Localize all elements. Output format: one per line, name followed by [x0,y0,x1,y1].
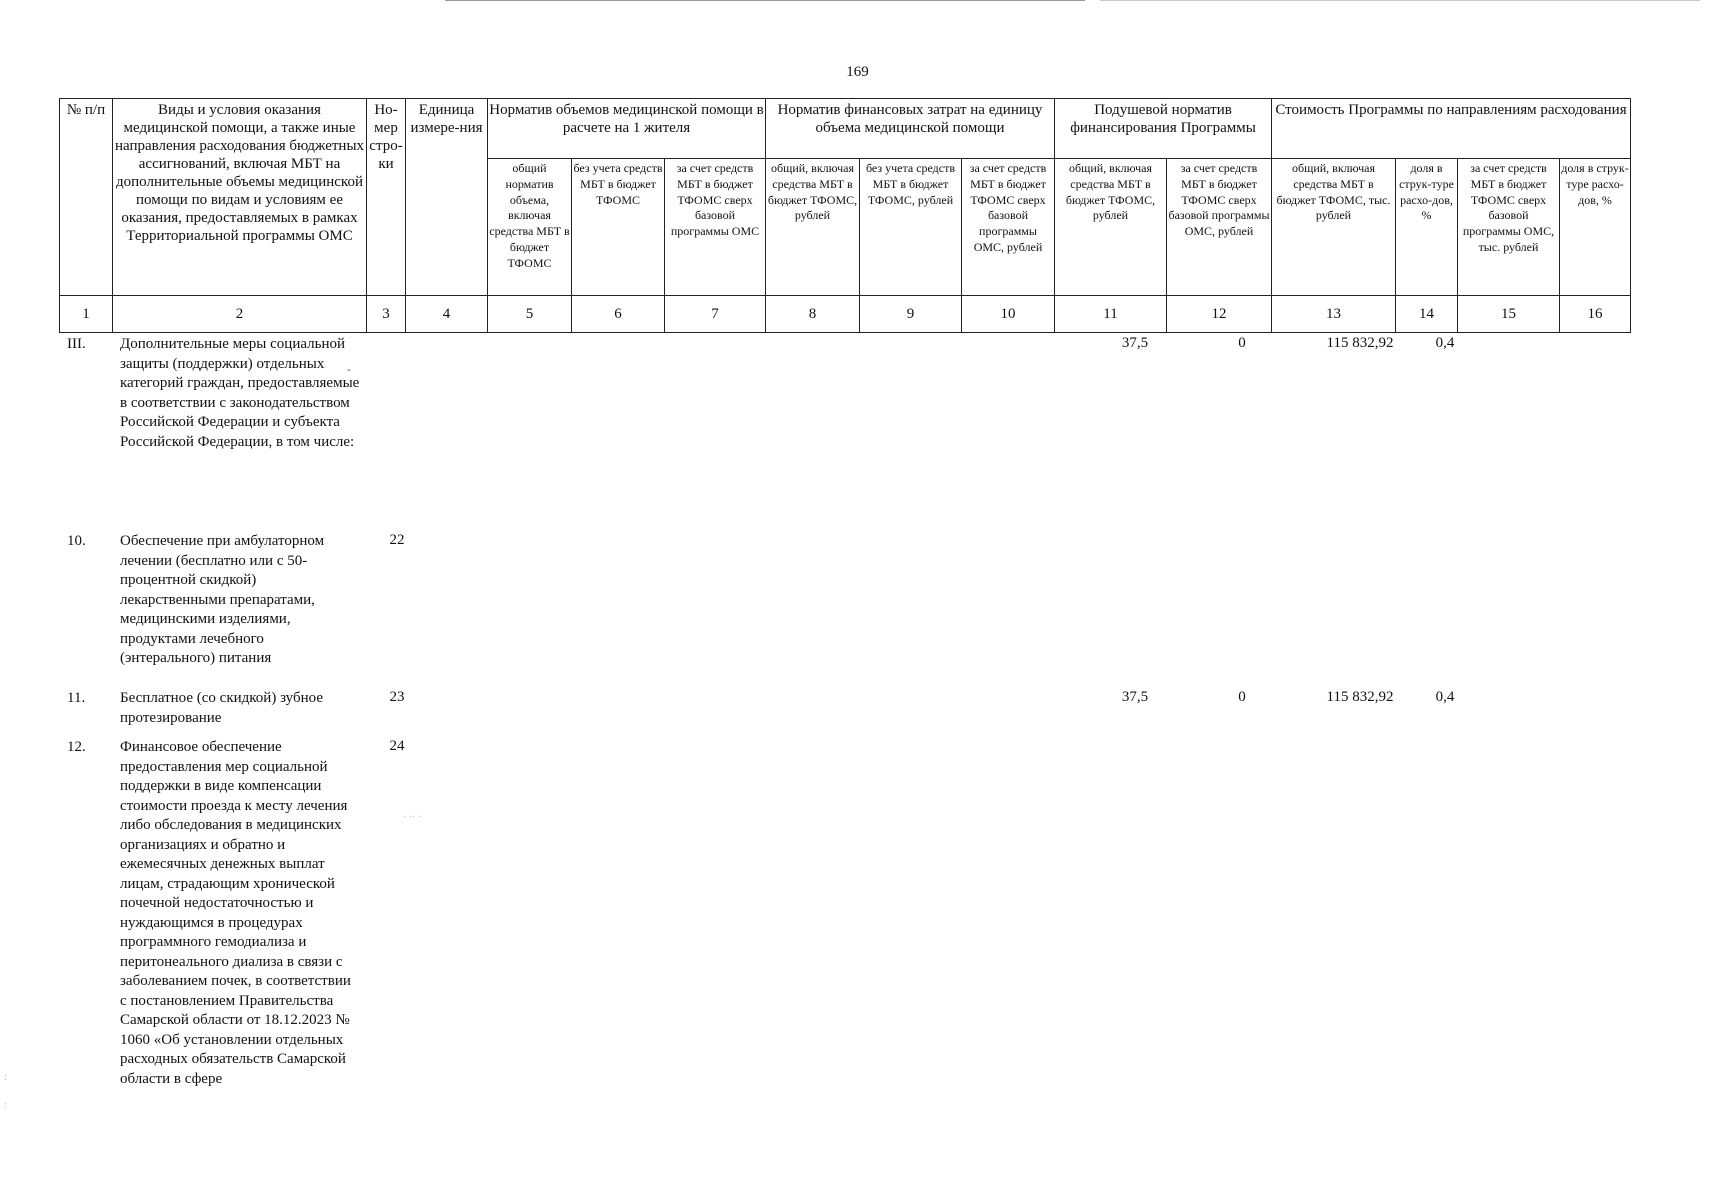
per-capita-mbt: 0 [1238,335,1246,351]
col-number: 12 [1167,296,1272,333]
scan-speck: : [4,1072,7,1083]
row-line-number: 24 [389,738,405,754]
header-col-9: без учета средств МБТ в бюджет ТФОМС, рублей [860,159,962,296]
col-number: 1 [60,296,113,333]
page-number: 169 [846,64,869,80]
row-number: III. [67,336,86,352]
header-unit: Единица измере-ния [406,99,488,296]
col-number: 2 [113,296,367,333]
row-number: 11. [67,690,86,706]
col-number: 10 [962,296,1055,333]
cost-total: 115 832,92 [1326,689,1394,705]
header-col-15: за счет средств МБТ в бюджет ТФОМС сверх базовой программы ОМС, тыс. рублей [1458,159,1560,296]
header-col-6: без учета средств МБТ в бюджет ТФОМС [572,159,665,296]
col-number: 7 [665,296,766,333]
col-number: 11 [1055,296,1167,333]
cost-share: 0,4 [1435,689,1455,705]
col-number: 9 [860,296,962,333]
row-description: Финансовое обеспечение предоставления мер социальной поддержки в виде компенсации стоимости проезда к месту лечения либо обследования в медицинских организациях и обратно и ежемесячных денежных выплат лицам, страдающим хронической почечной недостаточностью и нуждающимся в процедурах программного гемодиализа и перитонеального диализа в связи с заболеванием почек, в соответствии с постановлением Правительства Самарской области от 18.12.2023 № 1060 «Об установлении отдельных расходных обязательств Самарской области в сфере [120,739,351,1087]
header-col-10: за счет средств МБТ в бюджет ТФОМС сверх базовой программы ОМС, рублей [962,159,1055,296]
header-col-13: общий, включая средства МБТ в бюджет ТФОМС, тыс. рублей [1272,159,1396,296]
scan-speck: - [347,362,351,376]
header-line-no: Но-мер стро-ки [367,99,406,296]
header-col-16: доля в струк-туре расхо-дов, % [1560,159,1631,296]
cost-total: 115 832,92 [1326,335,1394,351]
scan-speck: : [4,1100,7,1111]
scan-top-line [445,0,1085,1]
row-description: Обеспечение при амбулаторном лечении (бесплатно или с 50-процентной скидкой) лекарственными препаратами, медицинскими изделиями, продуктами лечебного (энтерального) питания [120,533,325,666]
col-number: 5 [488,296,572,333]
header-care-type: Виды и условия оказания медицинской помощи, а также иные направления расходования бюджетных ассигнований, включая МБТ на дополнительные объемы медицинской помощи по видам и условиям ее оказания, предоставляемых в рамках Территориальной программы ОМС [113,99,367,296]
per-capita-total: 37,5 [1121,335,1149,351]
header-row-no: № п/п [60,99,113,296]
col-number: 15 [1458,296,1560,333]
col-number: 14 [1396,296,1458,333]
header-col-8: общий, включая средства МБТ в бюджет ТФОМС, рублей [766,159,860,296]
col-number: 13 [1272,296,1396,333]
col-number: 4 [406,296,488,333]
col-number: 3 [367,296,406,333]
table-header [59,98,1631,333]
row-description: Бесплатное (со скидкой) зубное протезирование [120,690,323,726]
col-number: 6 [572,296,665,333]
header-volume-norm: Норматив объемов медицинской помощи в расчете на 1 жителя [488,99,766,159]
header-program-cost: Стоимость Программы по направлениям расходования [1272,99,1631,159]
header-per-capita: Подушевой норматив финансирования Программы [1055,99,1272,159]
row-number: 12. [67,739,86,755]
col-number: 16 [1560,296,1631,333]
scan-speck: · ·· · [403,812,422,823]
per-capita-total: 37,5 [1121,689,1149,705]
header-col-7: за счет средств МБТ в бюджет ТФОМС сверх базовой программы ОМС [665,159,766,296]
row-description: Дополнительные меры социальной защиты (поддержки) отдельных категорий граждан, предоставляемые в соответствии с законодательством Российской Федерации и субъекта Российской Федерации, в том числе: [120,336,360,450]
scan-top-line-right [1100,0,1700,1]
header-col-14: доля в струк-туре расхо-дов, % [1396,159,1458,296]
row-line-number: 23 [389,689,405,705]
header-col-11: общий, включая средства МБТ в бюджет ТФОМС, рублей [1055,159,1167,296]
col-number: 8 [766,296,860,333]
per-capita-mbt: 0 [1238,689,1246,705]
header-col-12: за счет средств МБТ в бюджет ТФОМС сверх базовой программы ОМС, рублей [1167,159,1272,296]
row-line-number: 22 [389,532,405,548]
header-cost-norm: Норматив финансовых затрат на единицу объема медицинской помощи [766,99,1055,159]
header-col-5: общий норматив объема, включая средства МБТ в бюджет ТФОМС [488,159,572,296]
row-number: 10. [67,533,86,549]
cost-share: 0,4 [1435,335,1455,351]
